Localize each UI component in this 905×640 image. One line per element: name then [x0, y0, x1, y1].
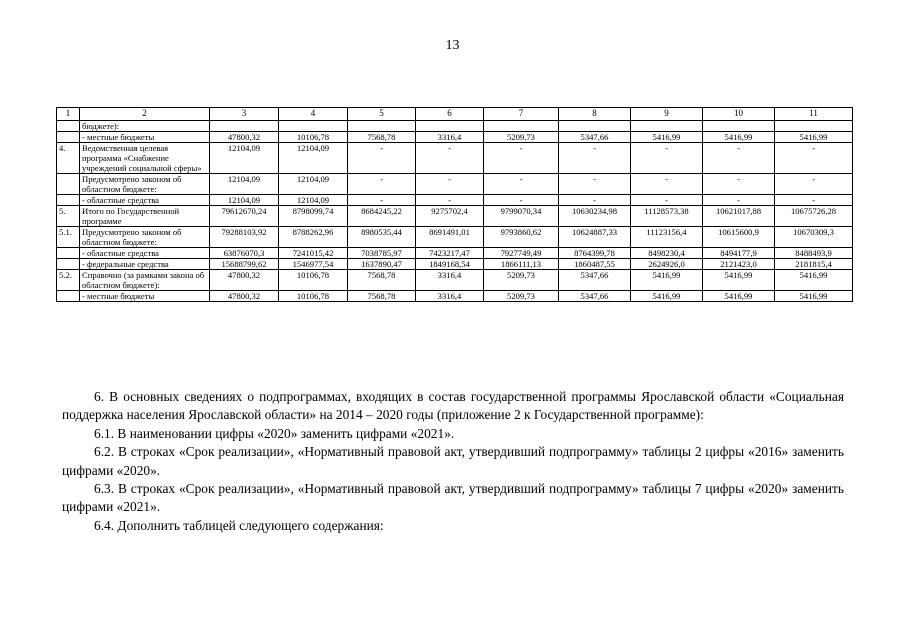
row-label-cell: - федеральные средства: [80, 259, 210, 270]
value-cell: -: [559, 195, 631, 206]
table-row: [57, 259, 853, 270]
value-cell: 5416,99: [775, 132, 853, 143]
value-cell: -: [484, 143, 559, 174]
value-cell: 12104,09: [210, 174, 279, 195]
body-text: [62, 388, 844, 535]
value-cell: 5416,99: [703, 132, 775, 143]
table-row: [57, 270, 853, 291]
table-row: [57, 195, 853, 206]
value-cell: 47800,32: [210, 270, 279, 291]
value-cell: 5209,73: [484, 132, 559, 143]
paragraph-6: 6. В основных сведениях о подпрограммах, входящих в состав государственной программы Ярославской области «Социальная поддержка населения Ярославской области» на 2014 – 2020 годы (приложение 2 к Государственной программе):: [62, 389, 844, 423]
header-cell: 11: [775, 108, 853, 121]
value-cell: 8494177,9: [703, 248, 775, 259]
table-row: [57, 174, 853, 195]
header-cell: 7: [484, 108, 559, 121]
value-cell: 10670309,3: [775, 227, 853, 248]
value-cell: 9275702,4: [416, 206, 484, 227]
value-cell: 5347,66: [559, 270, 631, 291]
value-cell: [416, 121, 484, 132]
value-cell: [279, 121, 348, 132]
value-cell: 12104,09: [279, 174, 348, 195]
row-label-cell: Справочно (за рамками закона об областном бюджете):: [80, 270, 210, 291]
value-cell: -: [703, 174, 775, 195]
row-index-cell: [57, 195, 80, 206]
value-cell: [348, 121, 416, 132]
value-cell: 12104,09: [210, 195, 279, 206]
value-cell: 12104,09: [279, 143, 348, 174]
value-cell: 9799070,34: [484, 206, 559, 227]
row-label-cell: бюджете):: [80, 121, 210, 132]
table-row: [57, 132, 853, 143]
value-cell: 8798099,74: [279, 206, 348, 227]
value-cell: 8488493,9: [775, 248, 853, 259]
value-cell: 7568,78: [348, 291, 416, 302]
row-label-cell: Предусмотрено законом об областном бюджете:: [80, 174, 210, 195]
value-cell: -: [348, 174, 416, 195]
value-cell: 5209,73: [484, 291, 559, 302]
value-cell: -: [775, 195, 853, 206]
value-cell: 2181815,4: [775, 259, 853, 270]
value-cell: 15688799,62: [210, 259, 279, 270]
value-cell: [703, 121, 775, 132]
value-cell: 7568,78: [348, 132, 416, 143]
row-label-cell: - местные бюджеты: [80, 291, 210, 302]
value-cell: -: [775, 143, 853, 174]
header-cell: 6: [416, 108, 484, 121]
paragraph-6-2: 6.2. В строках «Срок реализации», «Нормативный правовой акт, утвердивший подпрограмму» таблицы 2 цифры «2016» заменить цифрами «2020».: [62, 444, 844, 478]
value-cell: 3316,4: [416, 291, 484, 302]
value-cell: 1860487,55: [559, 259, 631, 270]
value-cell: -: [416, 195, 484, 206]
paragraph-6-4: 6.4. Дополнить таблицей следующего содержания:: [94, 517, 384, 533]
value-cell: -: [416, 143, 484, 174]
value-cell: 8684245,22: [348, 206, 416, 227]
value-cell: -: [348, 195, 416, 206]
value-cell: 1546977,54: [279, 259, 348, 270]
value-cell: 11123156,4: [631, 227, 703, 248]
value-cell: 5416,99: [703, 270, 775, 291]
value-cell: 10621017,88: [703, 206, 775, 227]
value-cell: 2121423,0: [703, 259, 775, 270]
value-cell: -: [559, 174, 631, 195]
table-row: [57, 291, 853, 302]
header-cell: 2: [80, 108, 210, 121]
row-label-cell: Итого по Государственной программе: [80, 206, 210, 227]
row-index-cell: [57, 174, 80, 195]
table-body: [57, 108, 853, 302]
value-cell: [484, 121, 559, 132]
row-label-cell: Предусмотрено законом об областном бюджете:: [80, 227, 210, 248]
row-index-cell: 5.1.: [57, 227, 80, 248]
value-cell: 5416,99: [631, 291, 703, 302]
value-cell: 8691491,01: [416, 227, 484, 248]
header-cell: 3: [210, 108, 279, 121]
value-cell: 10106,78: [279, 291, 348, 302]
value-cell: 5416,99: [703, 291, 775, 302]
value-cell: 7423217,47: [416, 248, 484, 259]
value-cell: 8498230,4: [631, 248, 703, 259]
value-cell: 47800,32: [210, 291, 279, 302]
value-cell: [631, 121, 703, 132]
value-cell: 5347,66: [559, 132, 631, 143]
row-index-cell: [57, 248, 80, 259]
value-cell: 8788262,96: [279, 227, 348, 248]
value-cell: 7241015,42: [279, 248, 348, 259]
value-cell: 5209,73: [484, 270, 559, 291]
table-row: [57, 121, 853, 132]
value-cell: 1637890,47: [348, 259, 416, 270]
value-cell: 10106,78: [279, 270, 348, 291]
value-cell: -: [484, 195, 559, 206]
value-cell: -: [631, 195, 703, 206]
budget-table: [56, 107, 853, 302]
page-number: 13: [445, 38, 460, 53]
value-cell: 3316,4: [416, 270, 484, 291]
value-cell: 5416,99: [775, 270, 853, 291]
row-index-cell: [57, 259, 80, 270]
header-cell: 10: [703, 108, 775, 121]
row-label-cell: - областные средства: [80, 195, 210, 206]
value-cell: [559, 121, 631, 132]
row-index-cell: 4.: [57, 143, 80, 174]
value-cell: -: [416, 174, 484, 195]
paragraph-6-1: 6.1. В наименовании цифры «2020» заменить цифрами «2021».: [94, 425, 455, 441]
value-cell: 9793860,62: [484, 227, 559, 248]
value-cell: -: [703, 143, 775, 174]
value-cell: -: [484, 174, 559, 195]
value-cell: -: [559, 143, 631, 174]
value-cell: -: [703, 195, 775, 206]
row-index-cell: [57, 121, 80, 132]
value-cell: 12104,09: [279, 195, 348, 206]
header-cell: 1: [57, 108, 80, 121]
table-header-row: [57, 108, 853, 121]
value-cell: -: [631, 143, 703, 174]
row-index-cell: 5.2.: [57, 270, 80, 291]
value-cell: 7927749,49: [484, 248, 559, 259]
value-cell: 10630234,98: [559, 206, 631, 227]
value-cell: 5416,99: [775, 291, 853, 302]
value-cell: 5416,99: [631, 270, 703, 291]
value-cell: 5347,66: [559, 291, 631, 302]
value-cell: 63876070,3: [210, 248, 279, 259]
value-cell: 8980535,44: [348, 227, 416, 248]
value-cell: [210, 121, 279, 132]
value-cell: 47800,32: [210, 132, 279, 143]
value-cell: -: [775, 174, 853, 195]
row-label-cell: - областные средства: [80, 248, 210, 259]
value-cell: 3316,4: [416, 132, 484, 143]
value-cell: 8764399,78: [559, 248, 631, 259]
value-cell: 1866111,13: [484, 259, 559, 270]
header-cell: 4: [279, 108, 348, 121]
value-cell: [775, 121, 853, 132]
header-cell: 5: [348, 108, 416, 121]
value-cell: 79288103,92: [210, 227, 279, 248]
row-index-cell: [57, 132, 80, 143]
row-label-cell: - местные бюджеты: [80, 132, 210, 143]
value-cell: 7568,78: [348, 270, 416, 291]
value-cell: 10615600,9: [703, 227, 775, 248]
value-cell: -: [348, 143, 416, 174]
row-label-cell: Ведомственная целевая программа «Снабжение учреждений социальной сферы»: [80, 143, 210, 174]
value-cell: -: [631, 174, 703, 195]
table-row: [57, 227, 853, 248]
value-cell: 7038785,97: [348, 248, 416, 259]
value-cell: 11128573,38: [631, 206, 703, 227]
value-cell: 10675726,28: [775, 206, 853, 227]
value-cell: 5416,99: [631, 132, 703, 143]
value-cell: 12104,09: [210, 143, 279, 174]
paragraph-6-3: 6.3. В строках «Срок реализации», «Нормативный правовой акт, утвердивший подпрограмму» таблицы 7 цифры «2020» заменить цифрами «2021».: [62, 481, 844, 515]
table-row: [57, 143, 853, 174]
value-cell: 10624887,33: [559, 227, 631, 248]
row-index-cell: [57, 291, 80, 302]
header-cell: 8: [559, 108, 631, 121]
row-index-cell: 5.: [57, 206, 80, 227]
value-cell: 2624926,0: [631, 259, 703, 270]
value-cell: 10106,78: [279, 132, 348, 143]
table-row: [57, 248, 853, 259]
value-cell: 1849168,54: [416, 259, 484, 270]
header-cell: 9: [631, 108, 703, 121]
table-row: [57, 206, 853, 227]
value-cell: 79612670,24: [210, 206, 279, 227]
